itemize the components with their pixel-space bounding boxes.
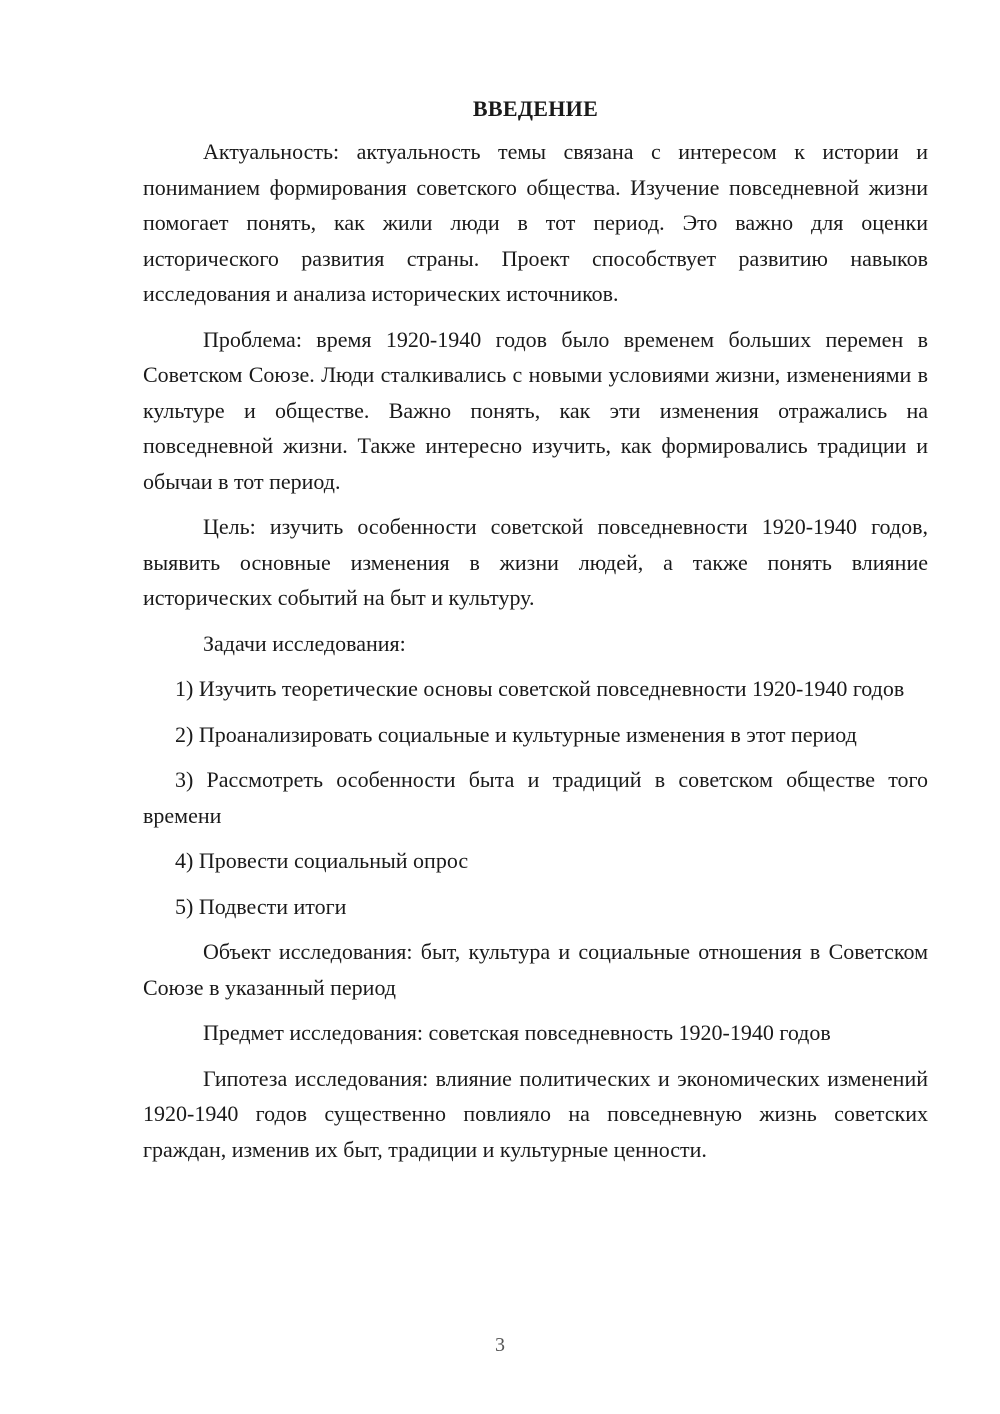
paragraph-object: Объект исследования: быт, культура и социальные отношения в Советском Союзе в указанный период (143, 939, 928, 1000)
section-title: ВВЕДЕНИЕ (472, 96, 599, 121)
paragraph-goal: Цель: изучить особенности советской повседневности 1920-1940 годов, выявить основные изменения в жизни людей, а также понять влияние исторических событий на быт и культуру. (143, 514, 928, 610)
document-page (143, 92, 928, 1177)
task-item: 5) Подвести итоги (175, 893, 347, 919)
paragraph-hypothesis: Гипотеза исследования: влияние политических и экономических изменений 1920-1940 годов существенно повлияло на повседневную жизнь советских граждан, изменив их быт, традиции и культурные ценности. (143, 1065, 928, 1162)
task-item: 4) Провести социальный опрос (175, 848, 469, 873)
page-number: 3 (495, 1334, 505, 1356)
paragraph-problem: Проблема: время 1920-1940 годов было временем больших перемен в Советском Союзе. Люди сталкивались с новыми условиями жизни, изменениями в культуре и обществе. Важно понять, как эти изменения отражались на повседневной жизни. Также интересно изучить, как формировались традиции и обычаи в тот период. (143, 326, 928, 494)
task-item: 2) Проанализировать социальные и культурные изменения в этот период (175, 721, 857, 747)
paragraph-relevance: Актуальность: актуальность темы связана с интересом к истории и пониманием формирования советского общества. Изучение повседневной жизни помогает понять, как жили люди в тот период. Это важно для оценки исторического развития страны. Проект способствует развитию навыков исследования и анализа исторических источников. (143, 139, 928, 306)
paragraph-tasks-heading: Задачи исследования: (203, 630, 406, 656)
task-item: 1) Изучить теоретические основы советской повседневности 1920-1940 годов (175, 676, 905, 701)
task-item: 3) Рассмотреть особенности быта и традиций в советском обществе того времени (143, 767, 928, 828)
paragraph-subject: Предмет исследования: советская повседневность 1920-1940 годов (203, 1020, 831, 1045)
